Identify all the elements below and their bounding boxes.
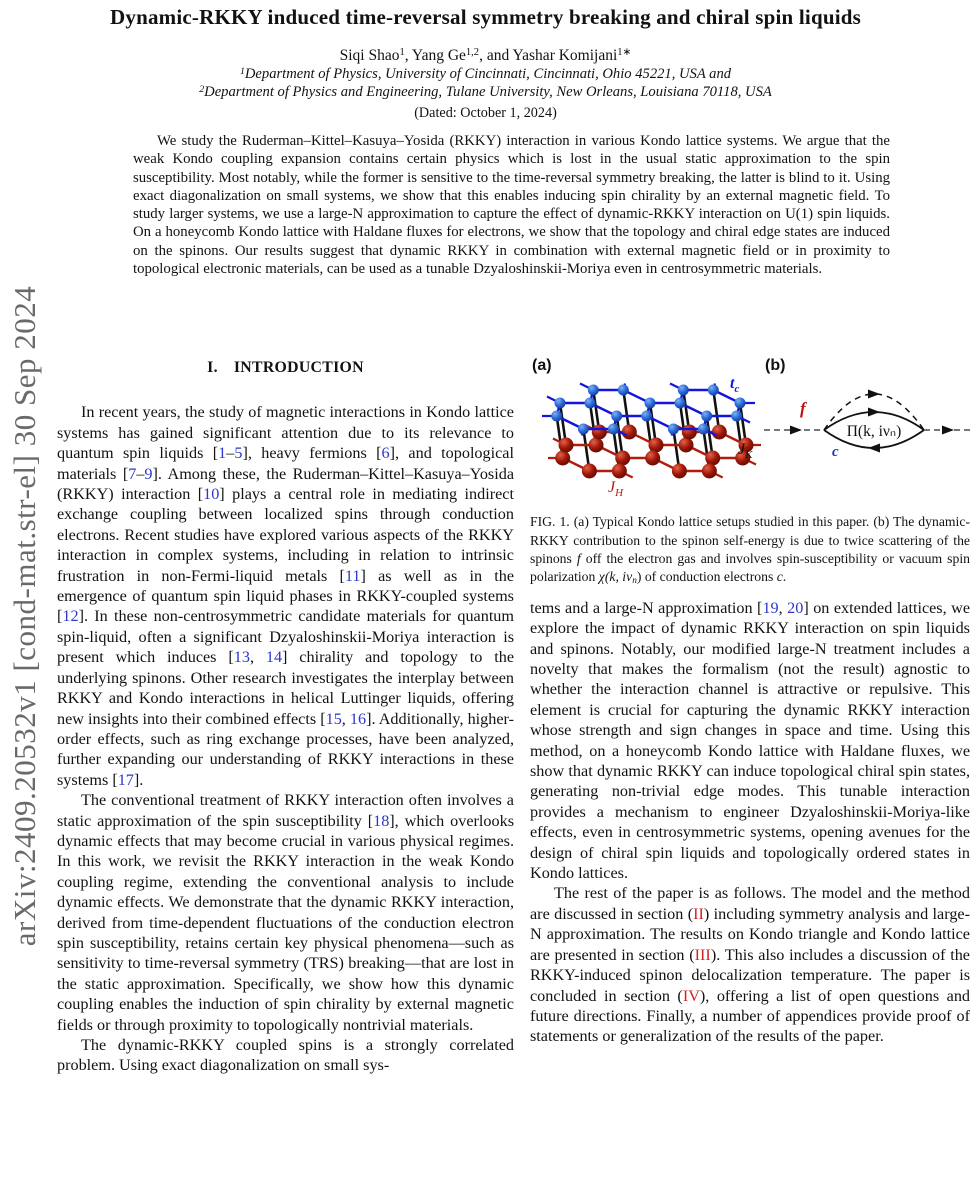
- citation-ref[interactable]: 6: [381, 444, 390, 463]
- polarization-bubble-label: Π(k, iνₙ): [846, 423, 902, 440]
- citation-ref[interactable]: 11: [344, 566, 361, 585]
- citation-ref[interactable]: 1: [218, 444, 227, 463]
- citation-ref[interactable]: 12: [62, 607, 79, 626]
- lattice-site: [618, 385, 629, 396]
- lattice-site: [702, 464, 717, 479]
- abstract-text: We study the Ruderman–Kittel–Kasuya–Yosida (RKKY) interaction in various Kondo lattice systems. We argue that the weak Kondo coupling expansion contains certain physics which is lost in the usual static approximation to the spin susceptibility. Most notably, while the former is sensitive to the time-reversal symmetry breaking, the latter is blind to it. Using exact diagonalization on small systems, we show that this enables inducing spin chirality by an external magnetic field. To study larger systems, we use a large-N approximation to capture the effect of dynamic-RKKY interaction on U(1) spin liquids. On a honeycomb Kondo lattice with Haldane fluxes for electrons, we show that the topology and chiral edge states are induced on the spinons. Our results suggest that dynamic RKKY in combination with external magnetic field or in proximity to topological electronic materials, can be used as a tunable Dzyaloshinskii-Moriya even in centrosymmetric materials.: [133, 133, 890, 278]
- lattice-site: [675, 398, 686, 409]
- figure-1-graphic: [530, 350, 970, 502]
- citation-ref[interactable]: 15: [325, 709, 342, 728]
- affiliation-1: $^1$Department of Physics, University of Cincinnati, Cincinnati, Ohio 45221, USA and: [239, 65, 732, 82]
- lattice-site: [701, 411, 712, 422]
- heisenberg-jh-label: $J_H$: [608, 479, 624, 499]
- citation-ref[interactable]: 7: [128, 464, 137, 483]
- lattice-site: [615, 451, 630, 466]
- bubble-arrow-top: [868, 408, 880, 417]
- citation-ref[interactable]: 17: [117, 770, 134, 789]
- date-line: (Dated: October 1, 2024): [414, 105, 557, 121]
- left-column: [57, 352, 514, 1076]
- citation-ref[interactable]: 13: [233, 648, 250, 667]
- paper-title: Dynamic-RKKY induced time-reversal symmetry breaking and chiral spin liquids: [110, 5, 861, 29]
- citation-ref[interactable]: 18: [373, 811, 390, 830]
- lattice-site: [551, 411, 562, 422]
- citation-ref[interactable]: 20: [787, 598, 804, 617]
- arc-arrowhead: [868, 390, 880, 399]
- lattice-site: [682, 425, 697, 440]
- figure1-panel-b: [764, 357, 970, 460]
- lattice-site: [589, 438, 604, 453]
- figure1-caption: FIG. 1. (a) Typical Kondo lattice setups studied in this paper. (b) The dynamic-RKKY contribution to the spinon self-energy is due to twice scattering of the spinons f off the electron gas and involves spin-susceptibility or vacuum spin polarization χ(k, iνn) of conduction electrons c.: [530, 514, 970, 587]
- lattice-site: [672, 464, 687, 479]
- figure-1: [530, 350, 970, 588]
- lattice-site: [578, 424, 589, 435]
- citation-ref[interactable]: 14: [265, 648, 283, 667]
- citation-ref[interactable]: 9: [144, 464, 153, 483]
- arrowhead-in: [790, 426, 802, 435]
- lattice-site: [708, 385, 719, 396]
- section-number: I.: [207, 359, 218, 376]
- right-column: [530, 350, 970, 1047]
- panel-b-label: (b): [765, 357, 786, 374]
- intro-paragraph-2: The conventional treatment of RKKY interaction often involves a static approximation of the spin susceptibility [18], which overlooks dynamic effects that may become crucial in various physical regimes. In this work, we revisit the RKKY interaction in the weak Kondo coupling regime, extending the conventional analysis to include dynamic effects. We demonstrate that the dynamic RKKY interaction, derived from time-dependent fluctuations of the conduction electron spin susceptibility, retains certain key physical phenomena—such as sensitivity to time-reversal symmetry (TRS) breaking—that are lost in the static approximation. Specifically, we show how this dynamic coupling enables the induction of spin chirality by external magnetic fields or through proximity to topologically nontrivial materials.: [57, 791, 514, 1034]
- lattice-site: [668, 424, 679, 435]
- citation-ref[interactable]: 10: [203, 485, 220, 504]
- citation-ref[interactable]: 19: [762, 598, 779, 617]
- figure1-panel-a: [532, 357, 761, 499]
- lattice-site: [731, 411, 742, 422]
- lattice-site: [555, 451, 570, 466]
- lattice-site: [612, 464, 627, 479]
- section-title: INTRODUCTION: [233, 359, 364, 376]
- lattice-site: [705, 451, 720, 466]
- lattice-site: [641, 411, 652, 422]
- spinon-f-label: f: [800, 399, 806, 418]
- intro-paragraph-4: tems and a large-N approximation [19, 20] on extended lattices, we explore the impact of dynamic RKKY interaction on spin liquids and spinons. Notably, our modified large-N treatment includes a novelty that makes the formalism (not the result) agnostic to whether the interaction channel is attractive or repulsive. This element is crucial for capturing the dynamic RKKY interaction whose strength and sign changes in space and time. Using this method, on a honeycomb Kondo lattice with Haldane fluxes, we show that dynamic RKKY can induce topological chiral spin states, generating non-trivial edge modes. This tunable interaction provides a mechanism to engineer Dzyaloshinskii-Moriya-like effects, even in centrosymmetric systems, opening avenues for the design of chiral spin liquids and topologically ordered states in Kondo lattices.: [530, 598, 971, 883]
- paper-header: [0, 0, 971, 122]
- lattice-site: [649, 438, 664, 453]
- outline-paragraph: The rest of the paper is as follows. The model and the method are discussed in section (II) including symmetry analysis and large-N approximation. The results on Kondo triangle and Kondo lattice are presented in section (III). This also includes a discussion of the RKKY-induced spinon delocalization temperature. The paper is concluded in section (IV), offering a list of open questions and future directions. Finally, a number of appendices provide proof of statements or generalization of the results of the paper.: [530, 884, 971, 1046]
- lattice-site: [622, 425, 637, 440]
- kondo-coupling-jk-label: $J_K$: [738, 441, 753, 461]
- lattice-site: [555, 398, 566, 409]
- lattice-site: [678, 385, 689, 396]
- lattice-site: [645, 451, 660, 466]
- lattice-site: [679, 438, 694, 453]
- bubble-arrow-bottom: [868, 444, 880, 453]
- citation-ref[interactable]: 16: [349, 709, 367, 728]
- lattice-site: [588, 385, 599, 396]
- intro-paragraph-3: The dynamic-RKKY coupled spins is a strongly correlated problem. Using exact diagonalization on small sys-: [57, 1036, 514, 1075]
- arrowhead-out: [942, 426, 954, 435]
- abstract-block: [133, 132, 890, 278]
- lattice-site: [735, 398, 746, 409]
- affiliation-2: $^2$Department of Physics and Engineering, Tulane University, New Orleans, Louisiana 70118, USA: [199, 83, 772, 100]
- hopping-tc-label: $t_c$: [730, 375, 740, 395]
- author-list: Siqi Shao$^1$, Yang Ge$^{1,2}$, and Yashar Komijani$^{1∗}$: [339, 47, 632, 64]
- lattice-site: [559, 438, 574, 453]
- lattice-site: [611, 411, 622, 422]
- lattice-site: [582, 464, 597, 479]
- section-ref[interactable]: II: [693, 904, 704, 923]
- panel-a-label: (a): [532, 357, 552, 374]
- section-ref[interactable]: IV: [682, 986, 700, 1005]
- arxiv-watermark: arXiv:2409.20532v1 [cond-mat.str-el] 30 Sep 2024: [7, 285, 42, 947]
- lattice-site: [645, 398, 656, 409]
- citation-ref[interactable]: 5: [234, 444, 243, 463]
- lattice-site: [698, 424, 709, 435]
- electron-c-label: c: [832, 444, 839, 460]
- lattice-site: [592, 425, 607, 440]
- intro-paragraph-1: In recent years, the study of magnetic interactions in Kondo lattice systems has gained significant attention due to its relevance to quantum spin liquids [1–5], heavy fermions [6], and topological materials [7–9]. Among these, the Ruderman–Kittel–Kasuya–Yosida (RKKY) interaction [10] plays a central role in mediating indirect exchange coupling between localized spins through conduction electrons. Recent studies have explored various aspects of the RKKY interaction in complex systems, including in relation to intrinsic frustration in non-Fermi-liquid metals [11] as well as in the emergence of quantum spin liquid phases in RKKY-coupled systems [12]. In these non-centrosymmetric candidate materials for quantum spin-liquid, often a significant Dzyaloshinskii-Moriya interaction is present which induces [13, 14] chirality and topology to the underlying spinons. Other research investigates the interplay between RKKY and Kondo interactions in helical Luttinger liquids, offering new insights into their combined effects [15, 16]. Additionally, higher-order effects, such as ring exchange processes, have been analyzed, further expanding our understanding of RKKY interactions in these systems [17].: [57, 403, 515, 789]
- lattice-site: [608, 424, 619, 435]
- lattice-site: [585, 398, 596, 409]
- lattice-site: [712, 425, 727, 440]
- section-ref[interactable]: III: [694, 945, 711, 964]
- section-heading-introduction: [57, 358, 514, 378]
